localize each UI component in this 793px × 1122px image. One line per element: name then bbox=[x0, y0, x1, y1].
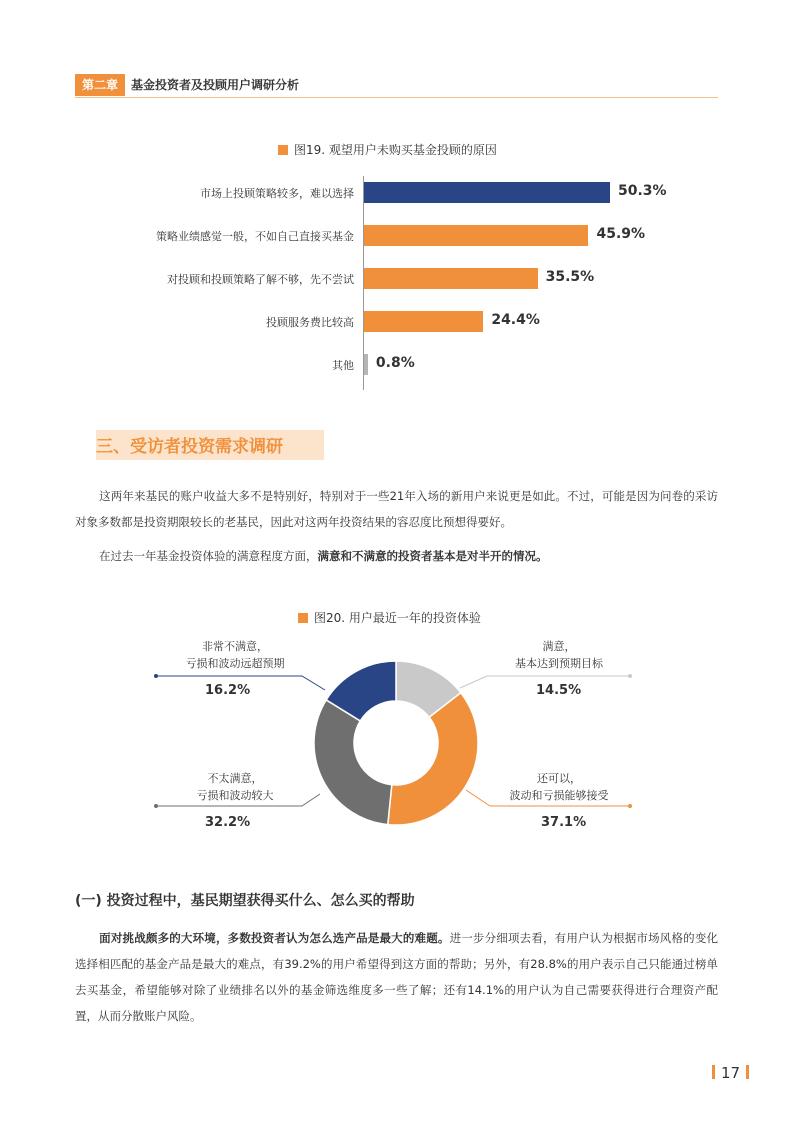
donut-value-ok: 37.1% bbox=[541, 815, 587, 830]
donut-value-unsatisfied: 32.2% bbox=[205, 815, 251, 830]
label-line-1: 非常不满意， bbox=[202, 640, 268, 653]
donut-label-unsatisfied bbox=[160, 770, 310, 804]
page-mark-left bbox=[712, 1065, 715, 1079]
leader-dot-satisfied bbox=[628, 674, 632, 678]
leader-dot-ok bbox=[628, 804, 632, 808]
page-mark-right bbox=[746, 1065, 749, 1079]
label-line-2: 亏损和波动较大 bbox=[196, 789, 274, 802]
leader-dot-very-unsatisfied bbox=[154, 674, 158, 678]
paragraph-1-text: 这两年来基民的账户收益大多不是特别好，特别对于一些21年入场的新用户来说更是如此。不过，可能是因为问卷的采访对象多数都是投资期限较长的老基民，因此对这两年投资结果的容忍度比预想得要好。 bbox=[75, 489, 718, 529]
donut-value-very-unsatisfied: 16.2% bbox=[205, 683, 251, 698]
label-line-1: 不太满意， bbox=[207, 772, 263, 785]
bar-value-label: 45.9% bbox=[596, 226, 646, 242]
donut-value-satisfied: 14.5% bbox=[536, 683, 582, 698]
chart19-title-text: 图19. 观望用户未购买基金投顾的原因 bbox=[294, 143, 497, 157]
chapter-tag: 第二章 bbox=[75, 74, 125, 96]
page-number bbox=[706, 1064, 755, 1082]
label-line-2: 基本达到预期目标 bbox=[515, 657, 603, 670]
paragraph-3-plain: 进一步分细项去看，有用户认为根据市场风格的变化选择相匹配的基金产品是最大的难点，有39.2%的用户希望得到这方面的帮助；另外，有28.8%的用户表示自己只能通过榜单去买基金，希望能够对除了业绩排名以外的基金筛选维度多一些了解；还有14.1%的用户认为自己需要获得进行合理资产配置，从而分散账户风险。 bbox=[75, 931, 719, 1023]
donut-label-satisfied bbox=[484, 638, 634, 672]
chapter-title: 基金投资者及投顾用户调研分析 bbox=[131, 78, 300, 92]
bar-category-label: 市场上投顾策略较多，难以选择 bbox=[200, 187, 354, 200]
paragraph-2-plain: 在过去一年基金投资体验的满意程度方面， bbox=[99, 549, 318, 563]
bar-value-label: 24.4% bbox=[491, 312, 540, 328]
bar-value-label: 35.5% bbox=[545, 269, 595, 285]
page-number-text: 17 bbox=[721, 1064, 741, 1082]
leader-dot-unsatisfied bbox=[154, 804, 158, 808]
paragraph-2-bold: 满意和不满意的投资者基本是对半开的情况。 bbox=[317, 549, 548, 563]
section-title: 三、受访者投资需求调研 bbox=[96, 437, 283, 457]
paragraph-3 bbox=[75, 925, 718, 1029]
donut-label-ok bbox=[484, 770, 634, 804]
label-line-2: 波动和亏损能够接受 bbox=[509, 789, 609, 802]
donut-slice-unsatisfied bbox=[314, 700, 392, 825]
bar-category-label: 策略业绩感觉一般，不如自己直接买基金 bbox=[156, 230, 354, 243]
bar-value-label: 50.3% bbox=[618, 183, 667, 199]
subsection-title: (一) 投资过程中，基民期望获得买什么、怎么买的帮助 bbox=[75, 893, 415, 909]
label-line-1: 还可以， bbox=[537, 772, 581, 785]
label-line-2: 亏损和波动远超预期 bbox=[185, 657, 285, 670]
label-line-1: 满意， bbox=[542, 640, 576, 653]
chart20-title-text: 图20. 用户最近一年的投资体验 bbox=[314, 611, 481, 625]
bar-value-label: 0.8% bbox=[375, 355, 415, 371]
paragraph-3-bold: 面对挑战颇多的大环境，多数投资者认为怎么选产品是最大的难题。 bbox=[99, 931, 450, 945]
bar-category-label: 其他 bbox=[332, 359, 354, 372]
donut-label-very-unsatisfied bbox=[160, 638, 310, 672]
bar-category-label: 投顾服务费比较高 bbox=[266, 316, 354, 329]
bar-category-label: 对投顾和投顾策略了解不够，先不尝试 bbox=[167, 273, 354, 286]
